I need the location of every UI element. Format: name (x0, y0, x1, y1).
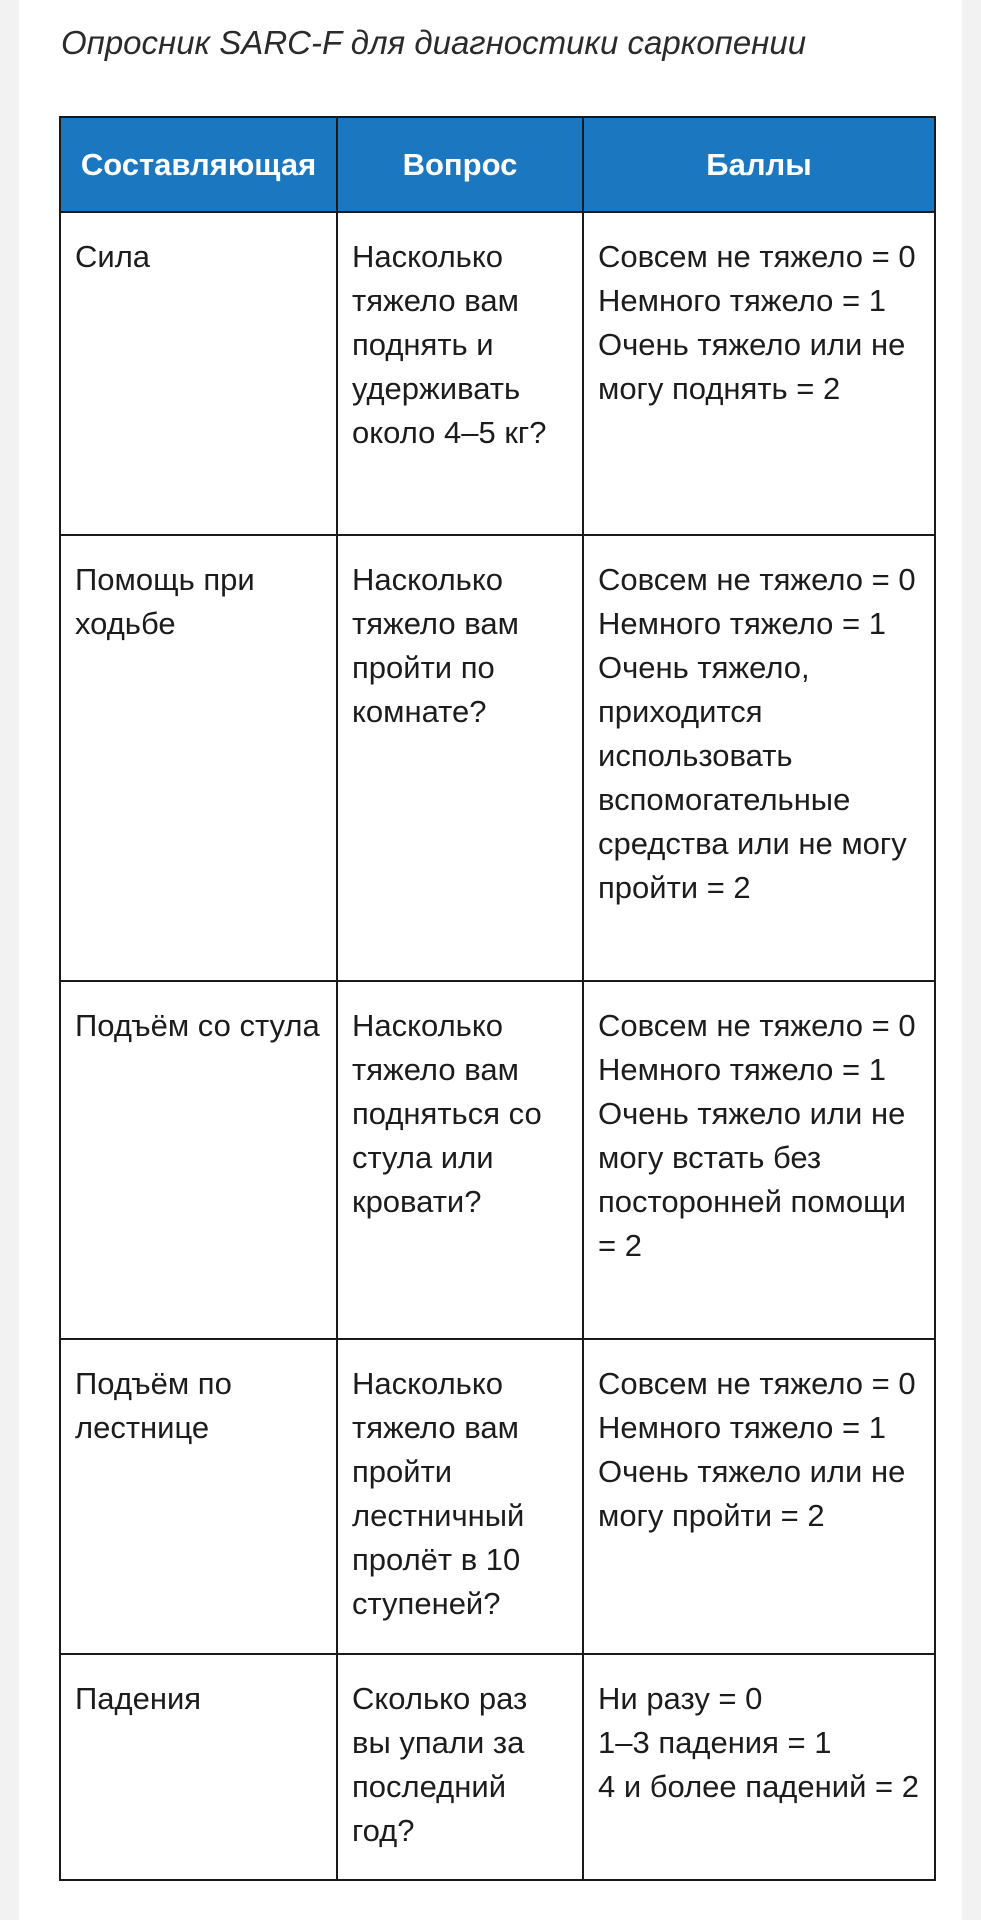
score-line: Очень тяжело или не могу поднять = 2 (598, 327, 906, 406)
question-cell: Насколько тяжело вам поднять и удерживать около 4–5 кг? (337, 212, 583, 535)
score-line: Совсем не тяжело = 0 (598, 239, 916, 274)
score-line: 1–3 падения = 1 (598, 1725, 832, 1760)
score-line: 4 и более падений = 2 (598, 1769, 919, 1804)
score-line: Немного тяжело = 1 (598, 606, 886, 641)
score-line: Очень тяжело или не могу пройти = 2 (598, 1454, 906, 1533)
score-line: Немного тяжело = 1 (598, 283, 886, 318)
question-cell: Насколько тяжело вам пройти лестничный пролёт в 10 ступеней? (337, 1339, 583, 1654)
header-scores: Баллы (583, 117, 935, 212)
component-cell: Помощь при ходьбе (60, 535, 337, 981)
component-cell: Падения (60, 1654, 337, 1880)
question-cell: Насколько тяжело вам подняться со стула или кровати? (337, 981, 583, 1339)
score-line: Совсем не тяжело = 0 (598, 1366, 916, 1401)
component-cell: Подъём по лестнице (60, 1339, 337, 1654)
table-row (60, 981, 935, 1339)
scores-cell (583, 212, 935, 535)
score-line: Ни разу = 0 (598, 1681, 763, 1716)
header-question: Вопрос (337, 117, 583, 212)
table-row (60, 1654, 935, 1880)
sarc-f-table (59, 116, 936, 1881)
question-cell: Сколько раз вы упали за последний год? (337, 1654, 583, 1880)
component-cell: Сила (60, 212, 337, 535)
score-line: Совсем не тяжело = 0 (598, 562, 916, 597)
scores-cell (583, 1654, 935, 1880)
scores-cell (583, 535, 935, 981)
score-line: Немного тяжело = 1 (598, 1052, 886, 1087)
scores-cell (583, 1339, 935, 1654)
table-row (60, 1339, 935, 1654)
table-row (60, 535, 935, 981)
score-line: Совсем не тяжело = 0 (598, 1008, 916, 1043)
score-line: Очень тяжело или не могу встать без посторонней помощи = 2 (598, 1096, 906, 1263)
header-component: Составляющая (60, 117, 337, 212)
score-line: Немного тяжело = 1 (598, 1410, 886, 1445)
score-line: Очень тяжело, приходится использовать вспомогательные средства или не могу пройти = 2 (598, 650, 907, 905)
article-page (19, 0, 962, 1920)
scores-cell (583, 981, 935, 1339)
question-cell: Насколько тяжело вам пройти по комнате? (337, 535, 583, 981)
table-row (60, 212, 935, 535)
table-caption: Опросник SARC-F для диагностики саркопении (61, 24, 807, 61)
component-cell: Подъём со стула (60, 981, 337, 1339)
table-header-row (60, 117, 935, 212)
